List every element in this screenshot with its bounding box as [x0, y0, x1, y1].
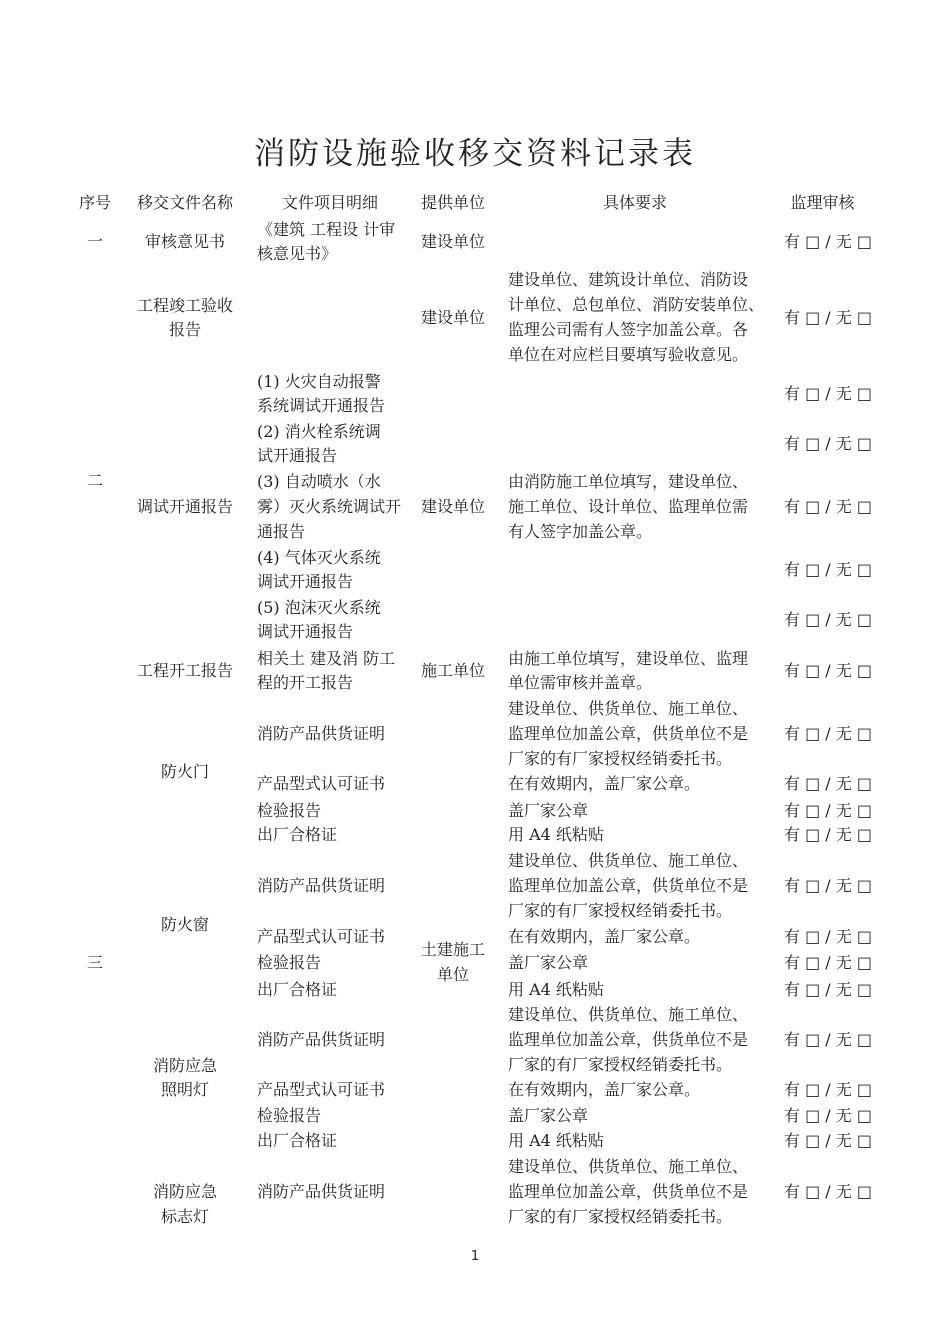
- row4-name: 工程开工报告: [136, 661, 233, 680]
- emergency-light-test-check[interactable]: 有 □ / 无 □: [784, 1106, 872, 1125]
- fire-door-cert-check[interactable]: 有 □ / 无 □: [784, 825, 872, 844]
- fire-door-test-check[interactable]: 有 □ / 无 □: [784, 801, 872, 820]
- factory-cert-requirement: 用 A4 纸粘贴: [508, 825, 604, 844]
- factory-cert-requirement: 用 A4 纸粘贴: [508, 980, 604, 999]
- row3-item: (2) 消火栓系统调: [257, 422, 381, 441]
- row4-requirement: 由施工单位填写，建设单位、监理: [508, 649, 749, 668]
- row3-item1-review-check[interactable]: 有 □ / 无 □: [784, 384, 872, 403]
- fire-window-supply-check[interactable]: 有 □ / 无 □: [784, 876, 872, 895]
- test-report-requirement: 盖厂家公章: [508, 953, 589, 972]
- supply-proof-label: 消防产品供货证明: [257, 724, 386, 743]
- row1-name: 审核意见书: [144, 232, 225, 251]
- row4-requirement: 单位需审核并盖章。: [508, 673, 653, 692]
- row2-requirement: 计单位、总包单位、消防安装单位、: [508, 295, 765, 314]
- group-emergency-sign-name: 消防应急: [152, 1182, 217, 1201]
- factory-cert-label: 出厂合格证: [257, 980, 338, 999]
- test-report-requirement: 盖厂家公章: [508, 801, 589, 820]
- row2-name: 报告: [168, 320, 201, 339]
- type-cert-requirement: 在有效期内，盖厂家公章。: [508, 927, 701, 946]
- header-review: 监理审核: [790, 193, 855, 212]
- supply-proof-requirement: 建设单位、供货单位、施工单位、: [508, 1005, 749, 1024]
- row3-item: 调试开通报告: [257, 572, 354, 591]
- supply-proof-label: 消防产品供货证明: [257, 1182, 386, 1201]
- row5-seq: 三: [86, 953, 103, 972]
- fire-window-cert-check[interactable]: 有 □ / 无 □: [784, 980, 872, 999]
- test-report-label: 检验报告: [257, 801, 322, 820]
- test-report-label: 检验报告: [257, 1106, 322, 1125]
- supply-proof-requirement: 建设单位、供货单位、施工单位、: [508, 851, 749, 870]
- header-name: 移交文件名称: [136, 193, 233, 212]
- emergency-light-type-check[interactable]: 有 □ / 无 □: [784, 1080, 872, 1099]
- row3-item: 调试开通报告: [257, 622, 354, 641]
- row3-item: 雾）灭火系统调试开: [257, 497, 402, 516]
- row3-seq: 二: [86, 471, 103, 490]
- row3-item: 通报告: [257, 522, 306, 541]
- supply-proof-requirement: 监理单位加盖公章，供货单位不是: [508, 1030, 749, 1049]
- row3-name: 调试开通报告: [136, 497, 233, 516]
- row3-item3-review-check[interactable]: 有 □ / 无 □: [784, 497, 872, 516]
- type-cert-label: 产品型式认可证书: [257, 1080, 386, 1099]
- supply-proof-requirement: 建设单位、供货单位、施工单位、: [508, 699, 749, 718]
- supply-proof-requirement: 建设单位、供货单位、施工单位、: [508, 1157, 749, 1176]
- factory-cert-label: 出厂合格证: [257, 825, 338, 844]
- supply-proof-requirement: 厂家的有厂家授权经销委托书。: [508, 901, 733, 920]
- header-requirement: 具体要求: [602, 193, 667, 212]
- row1-review-check[interactable]: 有 □ / 无 □: [784, 232, 872, 251]
- fire-window-test-check[interactable]: 有 □ / 无 □: [784, 953, 872, 972]
- row2-requirement: 监理公司需有人签字加盖公章。各: [508, 320, 749, 339]
- row3-item4-review-check[interactable]: 有 □ / 无 □: [784, 560, 872, 579]
- type-cert-label: 产品型式认可证书: [257, 774, 386, 793]
- row1-provider: 建设单位: [420, 232, 485, 251]
- row4-review-check[interactable]: 有 □ / 无 □: [784, 661, 872, 680]
- page-number: 1: [470, 1249, 480, 1264]
- row3-item: (5) 泡沫灭火系统: [257, 598, 381, 617]
- row1-seq: 一: [86, 232, 103, 251]
- emergency-light-cert-check[interactable]: 有 □ / 无 □: [784, 1131, 872, 1150]
- type-cert-label: 产品型式认可证书: [257, 927, 386, 946]
- supply-proof-requirement: 厂家的有厂家授权经销委托书。: [508, 1055, 733, 1074]
- row2-provider: 建设单位: [420, 308, 485, 327]
- fire-window-type-check[interactable]: 有 □ / 无 □: [784, 927, 872, 946]
- row3-item: 系统调试开通报告: [257, 396, 386, 415]
- factory-cert-label: 出厂合格证: [257, 1131, 338, 1150]
- supply-proof-requirement: 监理单位加盖公章，供货单位不是: [508, 1182, 749, 1201]
- row2-review-check[interactable]: 有 □ / 无 □: [784, 308, 872, 327]
- emergency-sign-supply-check[interactable]: 有 □ / 无 □: [784, 1182, 872, 1201]
- row3-item: 试开通报告: [257, 446, 338, 465]
- page-title: 消防设施验收移交资料记录表: [254, 136, 696, 172]
- supply-proof-requirement: 监理单位加盖公章，供货单位不是: [508, 724, 749, 743]
- header-provider: 提供单位: [420, 193, 485, 212]
- group-fire-door-name: 防火门: [160, 762, 209, 781]
- row2-requirement: 建设单位、建筑设计单位、消防设: [508, 270, 749, 289]
- row3-item: (4) 气体灭火系统: [257, 548, 381, 567]
- fire-door-supply-check[interactable]: 有 □ / 无 □: [784, 724, 872, 743]
- supply-proof-label: 消防产品供货证明: [257, 1030, 386, 1049]
- supply-proof-requirement: 厂家的有厂家授权经销委托书。: [508, 1207, 733, 1226]
- row3-item2-review-check[interactable]: 有 □ / 无 □: [784, 434, 872, 453]
- test-report-label: 检验报告: [257, 953, 322, 972]
- row2-requirement: 单位在对应栏目要填写验收意见。: [508, 345, 749, 364]
- row1-detail: 核意见书》: [257, 244, 338, 263]
- row5-provider: 单位: [436, 965, 469, 984]
- row3-requirement: 有人签字加盖公章。: [508, 522, 653, 541]
- row4-detail: 程的开工报告: [257, 673, 354, 692]
- row3-provider: 建设单位: [420, 497, 485, 516]
- supply-proof-label: 消防产品供货证明: [257, 876, 386, 895]
- row3-requirement: 施工单位、设计单位、监理单位需: [508, 497, 749, 516]
- fire-door-type-check[interactable]: 有 □ / 无 □: [784, 774, 872, 793]
- group-emergency-light-name: 照明灯: [160, 1080, 209, 1099]
- row2-name: 工程竣工验收: [136, 296, 233, 315]
- row4-detail: 相关土 建及消 防工: [257, 649, 396, 668]
- row4-provider: 施工单位: [420, 661, 485, 680]
- supply-proof-requirement: 监理单位加盖公章，供货单位不是: [508, 876, 749, 895]
- header-seq: 序号: [78, 193, 111, 212]
- factory-cert-requirement: 用 A4 纸粘贴: [508, 1131, 604, 1150]
- group-emergency-sign-name: 标志灯: [160, 1207, 209, 1226]
- emergency-light-supply-check[interactable]: 有 □ / 无 □: [784, 1030, 872, 1049]
- row3-item5-review-check[interactable]: 有 □ / 无 □: [784, 610, 872, 629]
- supply-proof-requirement: 厂家的有厂家授权经销委托书。: [508, 749, 733, 768]
- header-detail: 文件项目明细: [281, 193, 378, 212]
- test-report-requirement: 盖厂家公章: [508, 1106, 589, 1125]
- row3-item: (1) 火灾自动报警: [257, 372, 381, 391]
- row3-requirement: 由消防施工单位填写，建设单位、: [508, 472, 749, 491]
- type-cert-requirement: 在有效期内，盖厂家公章。: [508, 774, 701, 793]
- row1-detail: 《建筑 工程设 计审: [257, 220, 396, 239]
- type-cert-requirement: 在有效期内，盖厂家公章。: [508, 1080, 701, 1099]
- group-emergency-light-name: 消防应急: [152, 1056, 217, 1075]
- row3-item: (3) 自动喷水（水: [257, 472, 381, 491]
- row5-provider: 土建施工: [420, 940, 485, 959]
- group-fire-window-name: 防火窗: [160, 915, 209, 934]
